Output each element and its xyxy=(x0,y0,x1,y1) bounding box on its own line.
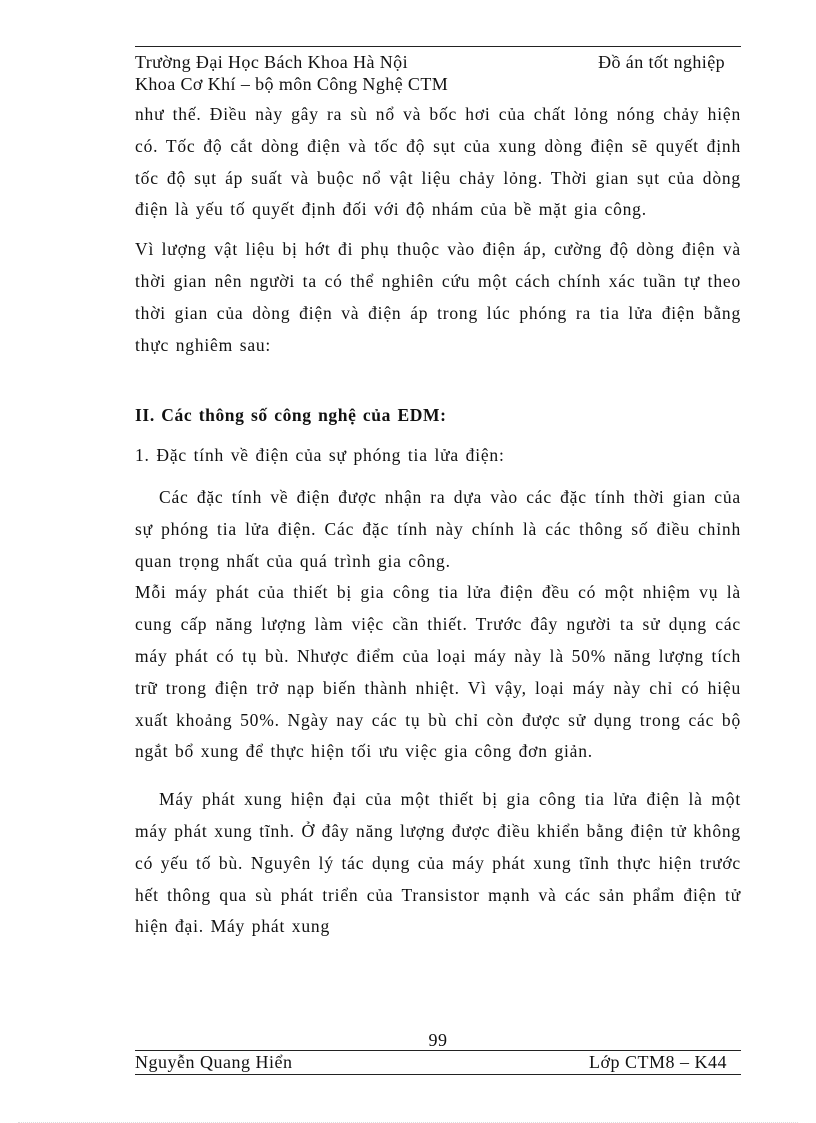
paragraph-3: Các đặc tính về điện được nhận ra dựa vào các đặc tính thời gian của sự phóng tia lửa điện. Các đặc tính này chính là các thông số điều chỉnh quan trọng nhất của quá trình gia công. xyxy=(135,486,741,571)
faculty-name: Khoa Cơ Khí – bộ môn Công Nghệ CTM xyxy=(135,74,449,94)
footer-row xyxy=(135,1051,741,1073)
page-number: 99 xyxy=(428,1030,448,1050)
author-name: Nguyễn Quang Hiển xyxy=(135,1052,293,1072)
paragraph-1: như thế. Điều này gây ra sù nổ và bốc hơi của chất lỏng nóng chảy hiện có. Tốc độ cắt dòng điện và tốc độ sụt của xung dòng điện sẽ quyết định tốc độ sụt áp suất và buộc nổ vật liệu chảy lỏng. Thời gian sụt của dòng điện là yếu tố quyết định đối với độ nhám của bề mặt gia công. xyxy=(135,104,741,220)
subsection-heading: 1. Đặc tính về điện của sự phóng tia lửa điện: xyxy=(135,445,505,466)
class-name: Lớp CTM8 – K44 xyxy=(588,1052,727,1072)
page-header xyxy=(135,46,741,95)
section-heading: II. Các thông số công nghệ của EDM: xyxy=(135,405,447,426)
header-row xyxy=(135,51,741,73)
school-name: Trường Đại Học Bách Khoa Hà Nội xyxy=(135,52,408,72)
document-type: Đồ án tốt nghiệp xyxy=(598,52,725,72)
paragraph-4: Mỗi máy phát của thiết bị gia công tia lửa điện đều có một nhiệm vụ là cung cấp năng lượng làm việc cần thiết. Trước đây người ta sử dụng các máy phát có tụ bù. Nhược điểm của loại máy này là 50% năng lượng tích trữ trong điện trở nạp biến thành nhiệt. Vì vậy, loại máy này chỉ có hiệu xuất khoảng 50%. Ngày nay các tụ bù chỉ còn được sử dụng trong các bộ ngắt bổ xung để thực hiện tối ưu việc gia công đơn giản. xyxy=(135,582,741,762)
page-footer xyxy=(135,1031,741,1075)
paragraph-5: Máy phát xung hiện đại của một thiết bị gia công tia lửa điện là một máy phát xung tĩnh. Ở đây năng lượng được điều khiển bằng điện tử không có yếu tố bù. Nguyên lý tác dụng của máy phát xung tĩnh thực hiện trước hết thông qua sù phát triển của Transistor mạnh và các sản phẩm điện tử hiện đại. Máy phát xung xyxy=(135,789,741,937)
footer-bottom-rule xyxy=(135,1074,741,1075)
paragraph-2: Vì lượng vật liệu bị hớt đi phụ thuộc vào điện áp, cường độ dòng điện và thời gian nên người ta có thể nghiên cứu một cách chính xác tuần tự theo thời gian của dòng điện và điện áp trong lúc phóng ra tia lửa điện bằng thực nghiêm sau: xyxy=(135,239,741,355)
page-body xyxy=(135,99,741,943)
